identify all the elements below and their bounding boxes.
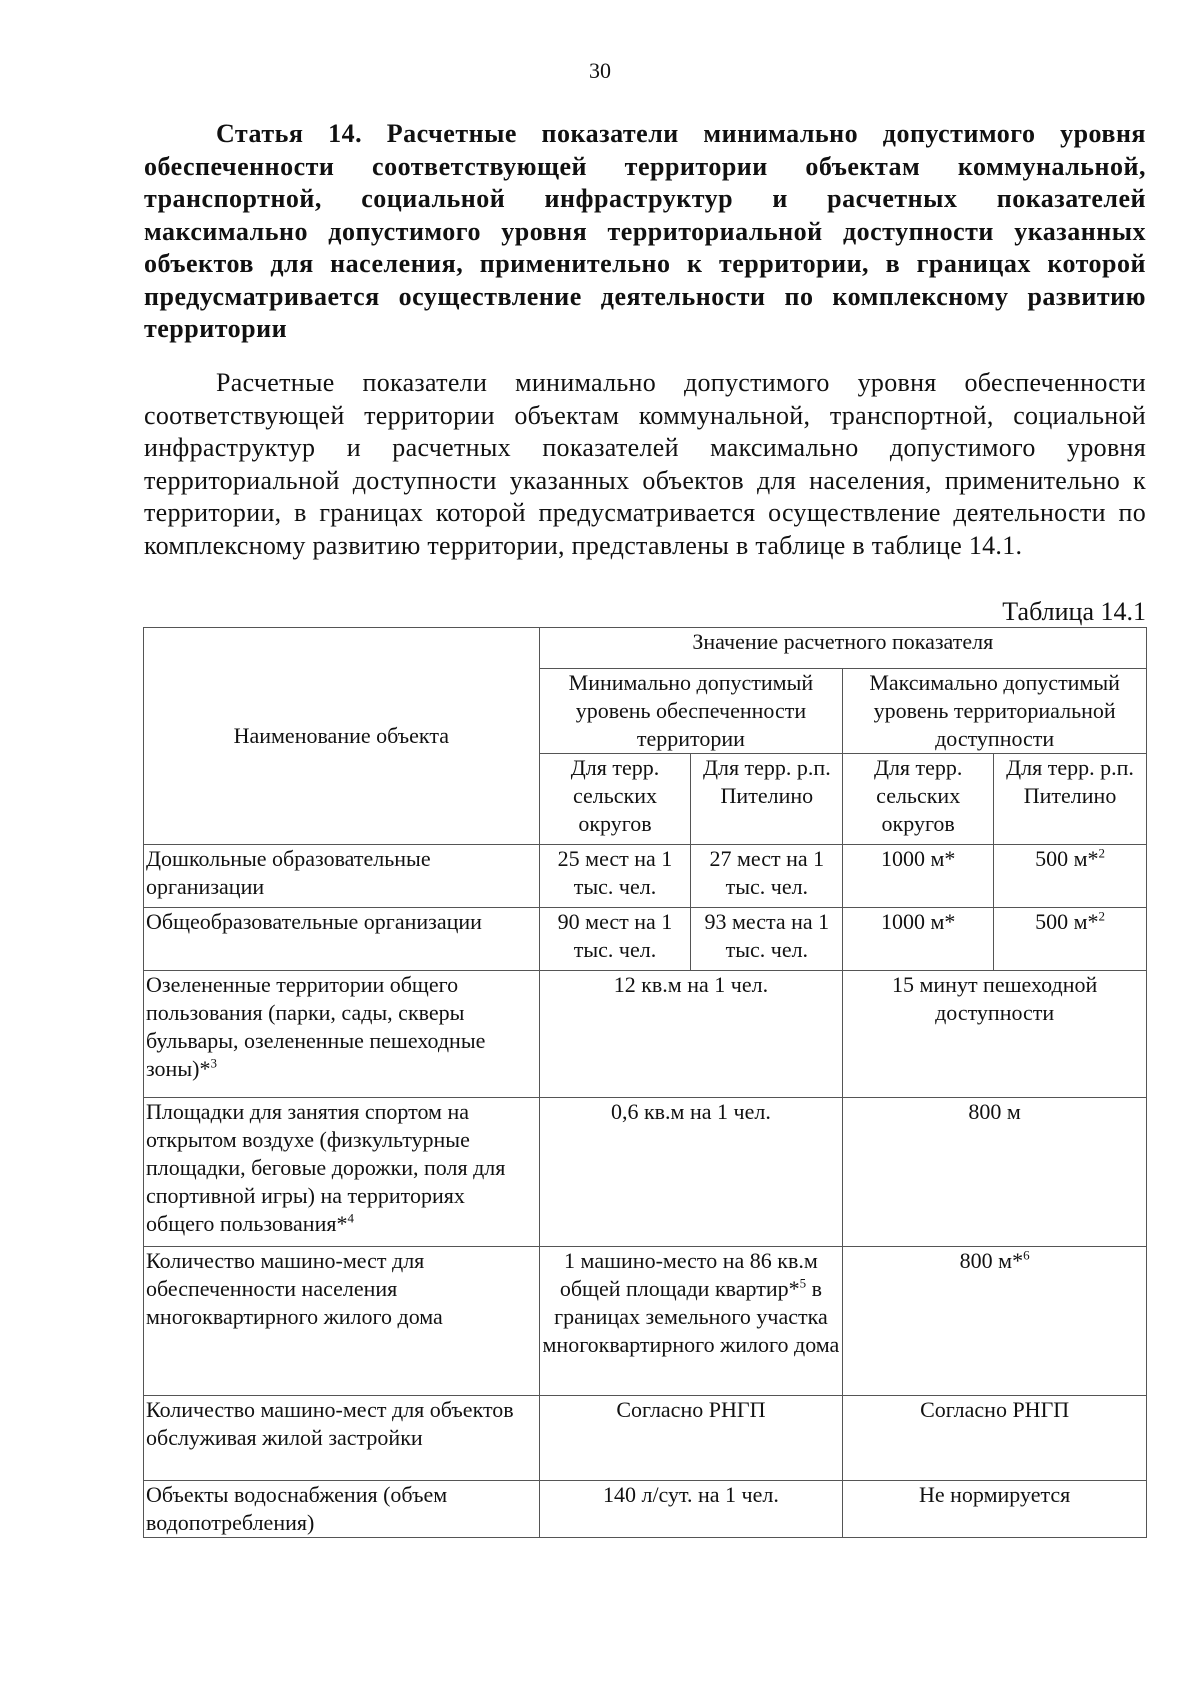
cell-min-pitelino: 27 мест на 1 тыс. чел. [691,845,843,908]
header-min-group: Минимально допустимый уровень обеспеченности территории [539,669,843,754]
footnote-mark: 6 [1023,1247,1030,1263]
cell-max: Согласно РНГП [843,1396,1147,1481]
footnote-mark: 2 [1098,845,1106,861]
cell-min: Согласно РНГП [539,1396,843,1481]
cell-max-pitelino [994,845,1147,908]
cell-min-text-cont: в границах земельного участка многоквартирного жилого дома [542,1276,840,1357]
row-name [144,1098,540,1247]
cell-min: 140 л/сут. на 1 чел. [539,1481,843,1538]
row-name: Объекты водоснабжения (объем водопотребления) [144,1481,540,1538]
cell-min-rural: 90 мест на 1 тыс. чел. [539,908,691,971]
cell-min-pitelino: 93 места на 1 тыс. чел. [691,908,843,971]
row-name-text: Озелененные территории общего пользования (парки, сады, скверы бульвары, озелененные пешеходные зоны)* [146,972,486,1081]
footnote-mark: 5 [799,1275,807,1291]
footnote-mark: 4 [347,1210,354,1226]
header-max-group: Максимально допустимый уровень территориальной доступности [843,669,1147,754]
footnote-mark: 2 [1098,908,1106,924]
table-row [144,971,1147,1098]
cell-min: 0,6 кв.м на 1 чел. [539,1098,843,1247]
article-heading: Статья 14. Расчетные показатели минимально допустимого уровня обеспеченности соответствующей территории объектам коммунальной, транспортной, социальной инфраструктур и расчетных показателей максимально допустимого уровня территориальной доступности указанных объектов для населения, применительно к территории, в границах которой предусматривается осуществление деятельности по комплексному развитию территории [144,119,1146,343]
row-name: Общеобразовательные организации [144,908,540,971]
cell-min [539,1247,843,1396]
cell-max [843,1247,1147,1396]
row-name [144,971,540,1098]
table-caption: Таблица 14.1 [1002,597,1146,626]
footnote-mark: 3 [210,1055,217,1071]
intro-paragraph: Расчетные показатели минимально допустимого уровня обеспеченности соответствующей территории объектам коммунальной, транспортной, социальной инфраструктур и расчетных показателей максимально допустимого уровня территориальной доступности указанных объектов для населения, применительно к территории, в границах которой предусматривается осуществление деятельности по комплексному развитию территории, представлены в таблице в таблице 14.1. [144,368,1146,560]
cell-max-pitelino [994,908,1147,971]
header-name-col: Наименование объекта [144,628,540,845]
cell-max-rural: 1000 м* [843,908,994,971]
table-row [144,908,1147,971]
table-row [144,1247,1147,1396]
row-name: Дошкольные образовательные организации [144,845,540,908]
cell-min: 12 кв.м на 1 чел. [539,971,843,1098]
header-min-rural: Для терр. сельских округов [539,754,691,845]
table-row [144,1481,1147,1538]
row-name: Количество машино-мест для обеспеченности населения многоквартирного жилого дома [144,1247,540,1396]
cell-value: 500 м* [1035,909,1099,934]
cell-max: 15 минут пешеходной доступности [843,971,1147,1098]
header-max-pitelino: Для терр. р.п. Пителино [994,754,1147,845]
cell-max-text: 800 м* [959,1248,1024,1273]
table-row [144,1098,1147,1247]
page-number: 30 [589,58,611,83]
row-name-text: Площадки для занятия спортом на открытом воздухе (физкультурные площадки, беговые дорожки, поля для спортивной игры) на территориях общего пользования* [146,1099,506,1236]
cell-value: 500 м* [1035,846,1099,871]
table-row [144,1396,1147,1481]
cell-max: 800 м [843,1098,1147,1247]
row-name: Количество машино-мест для объектов обслуживая жилой застройки [144,1396,540,1481]
cell-max-rural: 1000 м* [843,845,994,908]
header-value-group: Значение расчетного показателя [539,628,1146,669]
header-max-rural: Для терр. сельских округов [843,754,994,845]
cell-min-rural: 25 мест на 1 тыс. чел. [539,845,691,908]
table-row [144,845,1147,908]
cell-min-text: 1 машино-место на 86 кв.м общей площади квартир* [559,1248,818,1301]
cell-max: Не нормируется [843,1481,1147,1538]
header-min-pitelino: Для терр. р.п. Пителино [691,754,843,845]
indicators-table [143,627,1147,1538]
